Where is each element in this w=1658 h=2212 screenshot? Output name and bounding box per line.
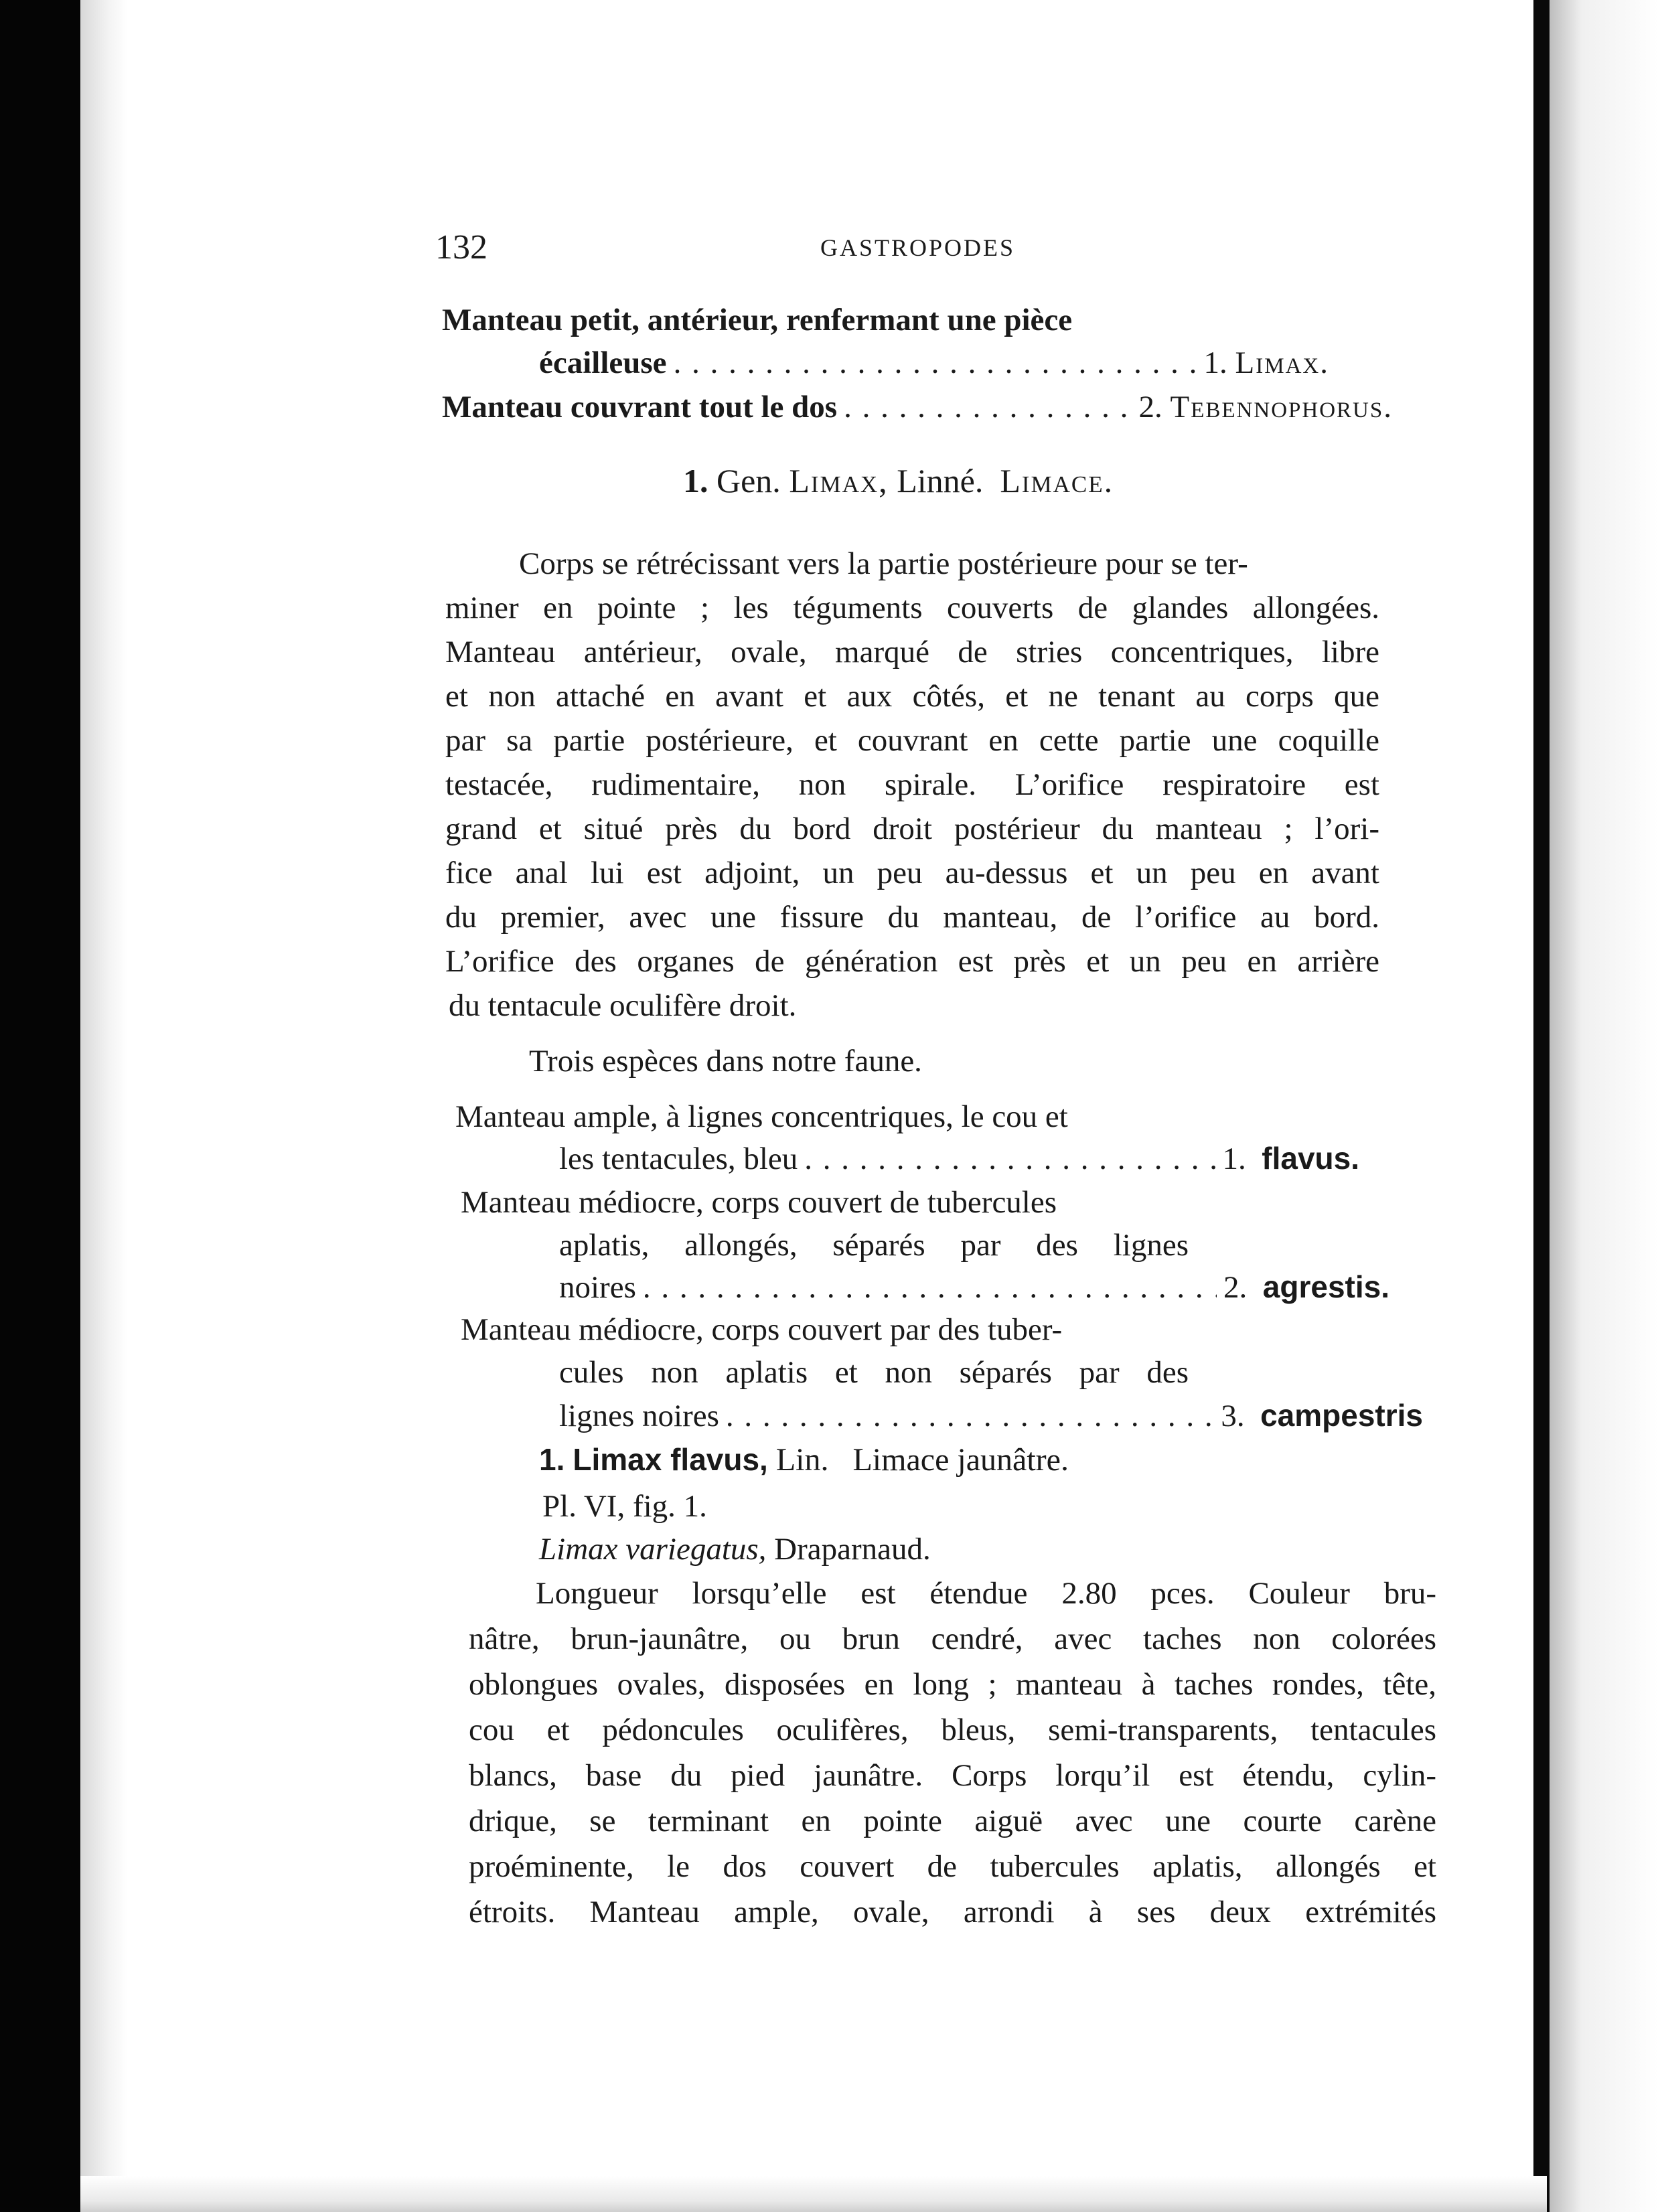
paragraph-line: grand et situé près du bord droit postérieur du manteau ; l’ori-: [445, 811, 1379, 846]
key-text: lignes noires: [559, 1399, 719, 1433]
genus-author: Linné.: [897, 462, 984, 499]
paragraph-line: oblongues ovales, disposées en long ; manteau à taches rondes, tête,: [469, 1667, 1436, 1702]
genus-name: Limax,: [789, 462, 889, 499]
paragraph-line: du premier, avec une fissure du manteau, de l’orifice au bord.: [445, 900, 1379, 935]
dot-leader: [804, 1139, 1215, 1179]
key-genus: Tebennophorus.: [1170, 390, 1393, 424]
dot-leader: [844, 387, 1132, 427]
key-text: Manteau petit, antérieur, renfermant une pièce: [442, 303, 1073, 337]
key-species-line: cules non aplatis et non séparés par des: [559, 1355, 1189, 1390]
dot-leader: [643, 1267, 1217, 1308]
key-species-line: Manteau ample, à lignes concentriques, le cou et: [455, 1099, 1068, 1134]
paragraph-line: Manteau antérieur, ovale, marqué de stries concentriques, libre: [445, 635, 1379, 669]
paragraph-line: du tentacule oculifère droit.: [449, 988, 797, 1023]
key-species-line: aplatis, allongés, séparés par des lignes: [559, 1228, 1189, 1263]
paragraph-line: par sa partie postérieure, et couvrant en cette partie une coquille: [445, 723, 1379, 758]
key-text: écailleuse: [539, 345, 667, 380]
paragraph-line: drique, se terminant en pointe aiguë avec une courte carène: [469, 1804, 1436, 1838]
synonym-line: [539, 1529, 931, 1569]
paragraph-line: Corps se rétrécissant vers la partie postérieure pour se ter-: [519, 546, 1248, 581]
paragraph-line: et non attaché en avant et aux côtés, et ne tenant au corps que: [445, 679, 1379, 714]
synonym-name: Limax variegatus,: [539, 1532, 767, 1567]
key-species-entry: [559, 1267, 1389, 1308]
running-title: GASTROPODES: [820, 234, 1016, 261]
key-species-line: Manteau médiocre, corps couvert de tubercules: [461, 1185, 1057, 1220]
paragraph-line: proéminente, le dos couvert de tubercules aplatis, allongés et: [469, 1849, 1436, 1884]
paragraph-line: testacée, rudimentaire, non spirale. L’orifice respiratoire est: [445, 767, 1379, 802]
species-name: Limax flavus,: [573, 1442, 768, 1477]
key-number: 3.: [1221, 1399, 1245, 1433]
species-number: 1.: [539, 1442, 565, 1477]
genus-number: 1.: [683, 462, 708, 499]
page-binding-shadow: [80, 0, 127, 2212]
key-species-name: campestris: [1260, 1398, 1423, 1433]
species-common-name: Limace jaunâtre.: [852, 1442, 1069, 1478]
key-genus: Limax.: [1235, 345, 1329, 380]
genus-heading: [683, 461, 1114, 501]
key-text: noires: [559, 1270, 636, 1305]
key-genera-entry: [442, 387, 1393, 427]
paragraph-line: cou et pédoncules oculifères, bleus, semi-transparents, tentacules: [469, 1713, 1436, 1747]
key-number: 2.: [1138, 390, 1162, 424]
key-species-entry: [559, 1138, 1359, 1179]
paragraph-line: L’orifice des organes de génération est près et un peu en arrière: [445, 944, 1379, 979]
paragraph-line: Longueur lorsqu’elle est étendue 2.80 pces. Couleur bru-: [536, 1576, 1436, 1611]
page-bottom-shadow: [80, 2176, 1547, 2212]
paragraph-line: étroits. Manteau ample, ovale, arrondi à ses deux extrémités: [469, 1895, 1436, 1929]
scan-right-gutter: [1533, 0, 1550, 2212]
genus-prefix: Gen.: [717, 462, 781, 499]
synonym-author: Draparnaud.: [774, 1532, 931, 1567]
plate-reference: Pl. VI, fig. 1.: [542, 1489, 707, 1524]
key-genera-line: [442, 300, 1072, 340]
species-heading: [539, 1439, 1069, 1480]
key-number: 2.: [1223, 1270, 1248, 1305]
key-genera-entry: [539, 343, 1329, 383]
key-species-entry: [559, 1395, 1423, 1436]
paragraph-line: fice anal lui est adjoint, un peu au-dessus et un peu en avant: [445, 856, 1379, 890]
paragraph-line: nâtre, brun-jaunâtre, ou brun cendré, avec taches non colorées: [469, 1622, 1436, 1656]
page-number: 132: [435, 228, 487, 266]
paragraph-line: miner en pointe ; les téguments couverts de glandes allongées.: [445, 590, 1379, 625]
key-species-name: agrestis.: [1262, 1269, 1389, 1304]
genus-common-name: Limace.: [1000, 462, 1114, 499]
species-count-line: Trois espèces dans notre faune.: [529, 1044, 922, 1079]
scan-left-edge: [0, 0, 80, 2212]
key-text: Manteau couvrant tout le dos: [442, 390, 838, 424]
species-author: Lin.: [775, 1442, 829, 1478]
adjacent-page-edge: [1550, 0, 1658, 2212]
key-species-name: flavus.: [1262, 1141, 1359, 1176]
key-number: 1.: [1222, 1141, 1246, 1176]
key-species-line: Manteau médiocre, corps couvert par des tuber-: [461, 1312, 1063, 1347]
dot-leader: [674, 343, 1197, 383]
dot-leader: [726, 1396, 1214, 1436]
key-number: 1.: [1203, 345, 1227, 380]
key-text: les tentacules, bleu: [559, 1141, 798, 1176]
paragraph-line: blancs, base du pied jaunâtre. Corps lorqu’il est étendu, cylin-: [469, 1758, 1436, 1793]
